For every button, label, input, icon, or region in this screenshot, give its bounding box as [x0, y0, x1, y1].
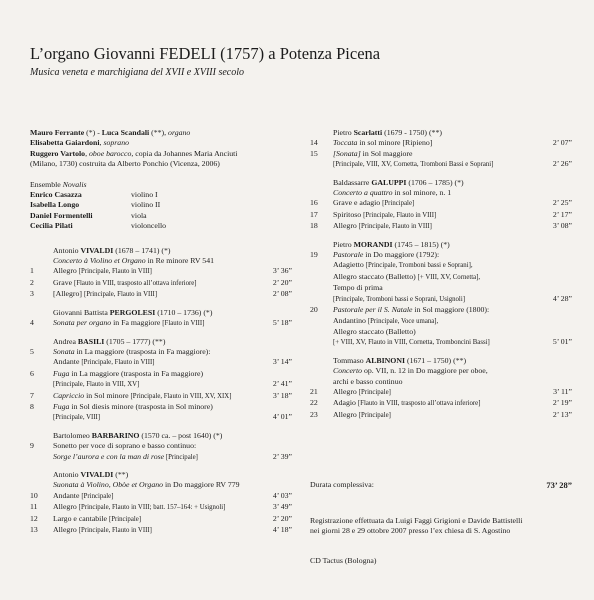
track-row: 16 Grave e adagio [Principale] 2’ 25”: [310, 198, 572, 208]
ensemble-member: Enrico Casazza violino I: [30, 190, 158, 200]
instrument-note: (Milano, 1730) costruita da Alberto Ponchio (Vicenza, 2006): [30, 159, 220, 169]
track-row: 23 Allegro [Principale] 2’ 13”: [310, 409, 572, 419]
track-row: 5 Sonata in La maggiore (trasposta in Fa maggiore):: [30, 346, 211, 356]
composer-section-galuppi: Baldassarre GALUPPI (1706 – 1785) (*) Concerto a quattro in sol minore, n. 1 16 Grave e adagio [Principale] 2’ 25” 17 Spiritoso [Principale, Flauto in VIII] 2’ 17” 18 Allegro [Principale, Flauto in VIII] 3’ 08”: [310, 178, 572, 233]
total-duration-label: Durata complessiva:: [310, 480, 374, 489]
left-column: [30, 128, 292, 536]
performer-role: organo: [168, 128, 191, 137]
track-row: 1 Allegro [Principale, Flauto in VIII] 3’ 36”: [30, 266, 292, 276]
performer-name: Ruggero Vartolo: [30, 148, 86, 158]
track-row: 19 Pastorale in Do maggiore (1792):: [310, 250, 440, 260]
composer-heading: Pietro Scarlatti (1679 - 1750) (**): [333, 128, 442, 137]
track-row: 12 Largo e cantabile [Principale] 2’ 20”: [30, 513, 292, 523]
composer-heading: Andrea BASILI (1705 – 1777) (**): [53, 336, 166, 346]
track-row: 20 Pastorale per il S. Natale in Sol maggiore (1800):: [310, 305, 490, 315]
composer-section-vivaldi-1: Antonio VIVALDI (1678 – 1741) (*) Concerto à Violino et Organo in Re minore RV 541 1 Allegro [Principale, Flauto in VIII] 3’ 36” 2 Grave [Flauto in VIII, trasposto all’ottava inferiore] 2’ 20” 3 [Allegro] [Principale, Flauto in VIII] 2’ 08”: [30, 246, 292, 301]
right-column: [310, 128, 572, 421]
ensemble-member: Isabella Longo violino II: [30, 200, 161, 210]
track-row: 21 Allegro [Principale] 3’ 11”: [310, 386, 572, 396]
total-duration: [310, 480, 572, 489]
composer-section-scarlatti: Pietro Scarlatti (1679 - 1750) (**) 14 Toccata in sol minore [Ripieno] 2’ 07” 15 [Sonata] in Sol maggiore [Principale, VIII, XV, Cornetta, Tromboni Bassi e Soprani] 2’ 26”: [310, 128, 572, 169]
composer-heading: Giovanni Battista PERGOLESI (1710 – 1736) (*): [53, 307, 213, 317]
track-row: 13 Allegro [Principale, Flauto in VIII] 4’ 18”: [30, 525, 292, 534]
track-row: 8 Fuga in Sol diesis minore (trasposta in Sol minore): [30, 401, 213, 411]
composer-section-pergolesi: [30, 308, 292, 330]
composer-section-basili: Andrea BASILI (1705 – 1777) (**) 5 Sonata in La maggiore (trasposta in Fa maggiore): Andante [Principale, Flauto in VIII] 3’ 14” 6 Fuga in La maggiore (trasposta in Fa maggiore) [Principale, Flauto in VIII, XV] 2’ 41” 7 Capriccio in Sol minore [Principale, Flauto in VIII, XV, XIX] 3’ 18” 8 Fuga in Sol diesis minore (trasposta in Sol minore) [Principale, VIII] 4’ 01”: [30, 336, 292, 422]
composer-section-morandi: Pietro MORANDI (1745 – 1815) (*) 19 Pastorale in Do maggiore (1792): Adagietto [Principale, Tromboni bassi e Soprani], Allegro staccato (Balletto) [+ VIII, XV, Cornetta], Tempo di prima [Principale, Tromboni bassi e Soprani, Usignoli] 4’ 28” 20 Pastorale per il S. Natale in Sol maggiore (1800): Andantino [Principale, Voce umana], Allegro staccato (Balletto) [+ VIII, XV, Flauto in VIII, Cornetta, Tromboncini Bassi] 5’ 01”: [310, 239, 572, 347]
composer-heading: Tommaso ALBINONI (1671 – 1750) (**): [333, 355, 467, 365]
track-row: 15 [Sonata] in Sol maggiore: [310, 148, 413, 158]
composer-heading: Baldassarre GALUPPI (1706 – 1785) (*): [333, 177, 464, 187]
performer-role: oboe barocco: [89, 148, 132, 158]
track-row: 7 Capriccio in Sol minore [Principale, Flauto in VIII, XV, XIX] 3’ 18”: [30, 390, 292, 400]
instrument-note: , copia da Johannes Maria Anciuti: [131, 148, 238, 158]
track-row: 14 Toccata in sol minore [Ripieno] 2’ 07”: [310, 138, 572, 148]
label-credit: CD Tactus (Bologna): [310, 556, 377, 565]
page-title: L’organo Giovanni FEDELI (1757) a Potenza Picena: [30, 44, 381, 63]
track-row: 17 Spiritoso [Principale, Flauto in VIII] 2’ 17”: [310, 209, 572, 219]
track-row: 4 Sonata per organo in Fa maggiore [Flauto in VIII] 5’ 18”: [30, 318, 292, 328]
composer-section-albinoni: Tommaso ALBINONI (1671 – 1750) (**) Concerto op. VII, n. 12 in Do maggiore per oboe, archi e basso continuo 21 Allegro [Principale] 3’ 11” 22 Adagio [Flauto in VIII, trasposto all’ottava inferiore] 2’ 19” 23 Allegro [Principale] 2’ 13”: [310, 356, 572, 421]
total-duration-value: 73’ 28”: [546, 480, 572, 490]
performer-role: soprano: [103, 138, 129, 148]
recording-info: Registrazione effettuata da Luigi Faggi Grigioni e Davide Battistelli nei giorni 28 e 29 ottobre 2007 presso l’ex chiesa di S. Agostino: [310, 516, 523, 536]
track-row: 3 [Allegro] [Principale, Flauto in VIII] 2’ 08”: [30, 289, 292, 299]
track-row: 6 Fuga in La maggiore (trasposta in Fa maggiore): [30, 368, 204, 378]
track-row: 2 Grave [Flauto in VIII, trasposto all’ottava inferiore] 2’ 20”: [30, 277, 292, 287]
track-row: 10 Andante [Principale] 4’ 03”: [30, 490, 292, 500]
track-row: 9 Sonetto per voce di soprano e basso continuo:: [30, 441, 197, 451]
composer-heading: Pietro MORANDI (1745 – 1815) (*): [333, 239, 450, 249]
composer-section-vivaldi-2: Antonio VIVALDI (**) Suonata à Violino, Obòe et Organo in Do maggiore RV 779 10 Andante [Principale] 4’ 03” 11 Allegro [Principale, Flauto in VIII; batt. 157–164: + Usignoli] 3’ 49” 12 Largo e cantabile [Principale] 2’ 20” 13 Allegro [Principale, Flauto in VIII] 4’ 18”: [30, 470, 292, 536]
track-row: 11 Allegro [Principale, Flauto in VIII; batt. 157–164: + Usignoli] 3’ 49”: [30, 502, 292, 512]
performer-name: Mauro Ferrante: [30, 128, 85, 137]
composer-section-barbarino: Bartolomeo BARBARINO (1570 ca. – post 1640) (*) 9 Sonetto per voce di soprano e basso continuo: Sorge l’aurora e con la man di rose [Principale] 2’ 39”: [30, 430, 292, 461]
composer-heading: Antonio VIVALDI (**): [53, 469, 129, 479]
performer-mark: (**),: [149, 128, 169, 137]
performer-name: Elisabetta Gaiardoni: [30, 138, 100, 148]
composer-heading: Antonio VIVALDI (1678 – 1741) (*): [53, 245, 171, 255]
ensemble-member: Daniel Formentelli viola: [30, 210, 147, 220]
performers: Mauro Ferrante (*) - Luca Scandali (**), organo Elisabetta Gaiardoni, soprano Ruggero Vartolo, oboe barocco, copia da Johannes Maria Anciuti (Milano, 1730) costruita da Alberto Ponchio (Vicenza, 2006): [30, 128, 292, 170]
ensemble-name: Novalis: [62, 179, 87, 189]
performer-mark: (*) -: [84, 128, 102, 137]
composer-heading: Bartolomeo BARBARINO (1570 ca. – post 1640) (*): [53, 430, 223, 440]
track-row: 22 Adagio [Flauto in VIII, trasposto all’ottava inferiore] 2’ 19”: [310, 398, 572, 408]
page-subtitle: Musica veneta e marchigiana del XVII e XVIII secolo: [30, 67, 244, 78]
performer-name: Luca Scandali: [101, 128, 150, 137]
ensemble-label: Ensemble: [30, 179, 63, 189]
ensemble-member: Cecilia Pilati violoncello: [30, 221, 167, 231]
ensemble: [30, 180, 292, 232]
track-row: 18 Allegro [Principale, Flauto in VIII] 3’ 08”: [310, 221, 572, 231]
